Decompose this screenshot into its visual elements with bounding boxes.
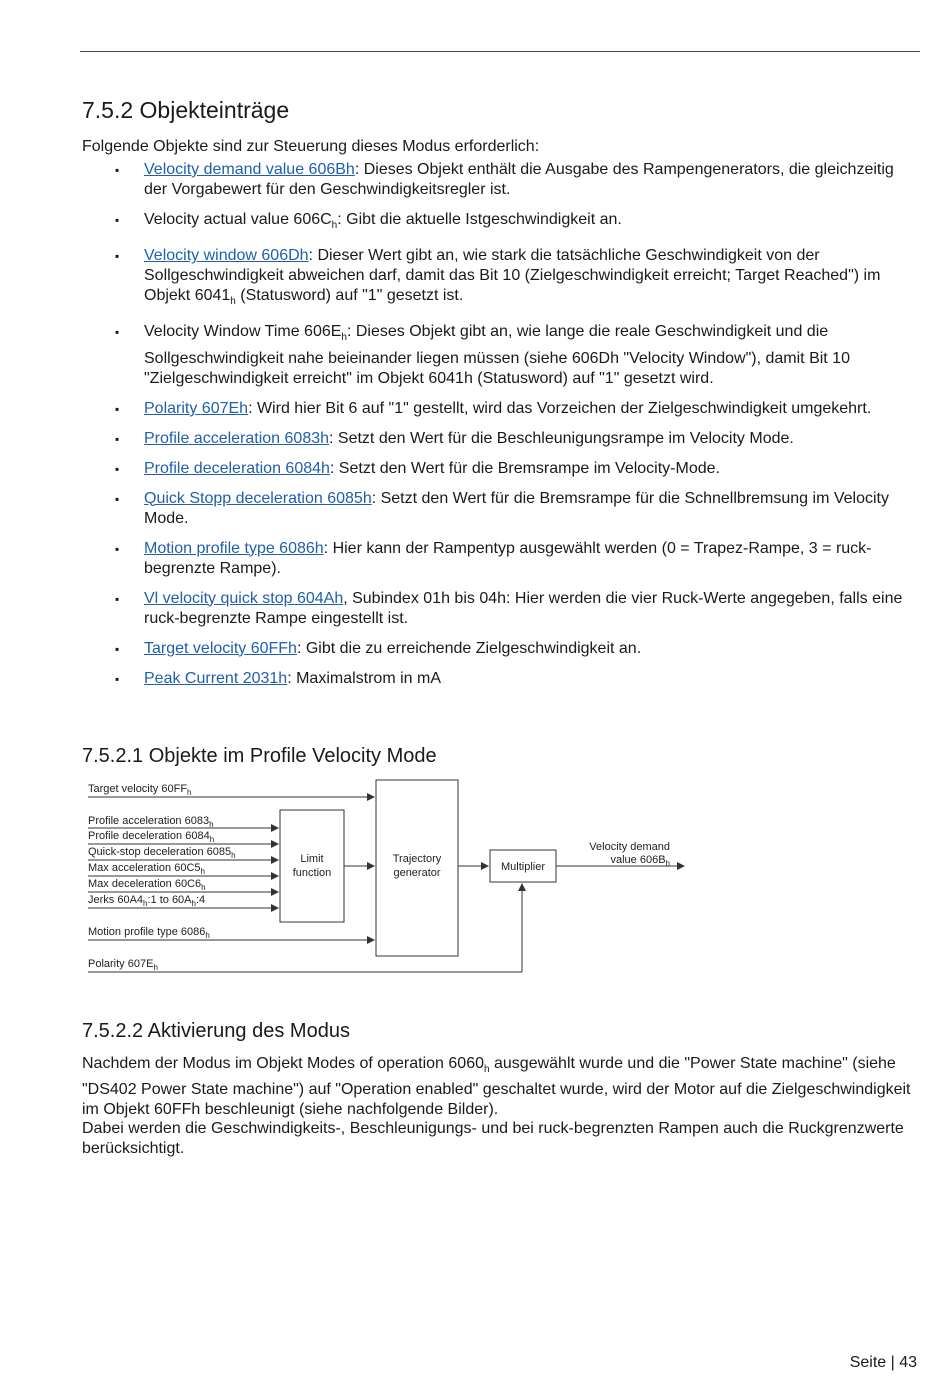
list-item: ▪ Motion profile type 6086h: Hier kann der Rampentyp ausgewählt werden (0 = Trapez-Rampe, 3 = ruck-begrenzte Rampe). bbox=[115, 539, 872, 577]
link-6086[interactable]: Motion profile type 6086h bbox=[144, 539, 324, 557]
section-heading: 7.5.2 Objekteinträge bbox=[82, 97, 290, 123]
header-rule bbox=[80, 51, 920, 52]
list-item: ▪ Velocity actual value $606C_h$: Gibt die aktuelle Istgeschwindigkeit an. bbox=[115, 211, 622, 232]
input-label-max-deceleration: Max deceleration $60C6_h$ bbox=[88, 878, 206, 892]
bullet-icon: ▪ bbox=[115, 431, 120, 446]
trajectory-generator-line1: Trajectory bbox=[392, 853, 442, 865]
page-number: Seite | 43 bbox=[849, 1354, 917, 1371]
bullet-icon: ▪ bbox=[115, 641, 120, 656]
activation-paragraph-2: Dabei werden die Geschwindigkeits-, Beschleunigungs- und bei ruck-begrenzten Rampen auch die Ruckgrenzwerte berücksichtigt. bbox=[82, 1120, 904, 1157]
list-item: ▪ Velocity Window Time $606E_h$: Dieses Objekt gibt an, wie lange die reale Geschwindigkeit und die Sollgeschwindigkeit nahe beieinander liegen müssen (siehe 606Dh "Velocity Window"), damit Bit 10 "Zielgeschwindigkeit erreicht" im Objekt 6041h (Statusword) auf "1" gesetzt wird. bbox=[115, 323, 850, 387]
input-label-profile-deceleration: Profile deceleration $6084_h$ bbox=[88, 830, 215, 844]
input-label-profile-acceleration: Profile acceleration $6083_h$ bbox=[88, 815, 214, 829]
link-6083[interactable]: Profile acceleration 6083h bbox=[144, 429, 330, 447]
subsection-heading-profile-velocity: 7.5.2.1 Objekte im Profile Velocity Mode bbox=[82, 745, 437, 767]
link-606b[interactable]: Velocity demand value 606Bh bbox=[144, 161, 355, 178]
link-607e[interactable]: Polarity 607Eh bbox=[144, 399, 249, 417]
link-604a[interactable]: Vl velocity quick stop 604Ah bbox=[144, 589, 344, 607]
intro-text: Folgende Objekte sind zur Steuerung dieses Modus erforderlich: bbox=[82, 138, 540, 155]
output-label-line1: Velocity demand bbox=[589, 841, 670, 853]
bullet-icon: ▪ bbox=[115, 249, 120, 264]
link-606d[interactable]: Velocity window 606Dh bbox=[144, 247, 309, 265]
bullet-icon: ▪ bbox=[115, 325, 120, 340]
list-item: ▪ Target velocity 60FFh: Gibt die zu erreichende Zielgeschwindigkeit an. bbox=[115, 639, 642, 657]
block-diagram bbox=[82, 776, 702, 976]
activation-paragraph-1: Nachdem der Modus im Objekt Modes of operation $6060_h$ ausgewählt wurde und die "Power State machine" (siehe "DS402 Power State machine") auf "Operation enabled" geschaltet wurde, wird der Motor auf die Zielgeschwindigkeit im Objekt 60FFh beschleunigt (siehe nachfolgende Bilder). bbox=[82, 1055, 911, 1119]
input-label-quick-stop-deceleration: Quick-stop deceleration $6085_h$ bbox=[88, 846, 236, 860]
list-item: ▪ Polarity 607Eh: Wird hier Bit 6 auf "1" gestellt, wird das Vorzeichen der Zielgeschwindigkeit umgekehrt. bbox=[115, 399, 872, 417]
object-list bbox=[0, 160, 950, 699]
bullet-icon: ▪ bbox=[115, 163, 120, 177]
input-label-motion-profile-type: Motion profile type $6086_h$ bbox=[88, 926, 210, 940]
link-60ff[interactable]: Target velocity 60FFh bbox=[144, 639, 297, 657]
bullet-icon: ▪ bbox=[115, 461, 120, 476]
list-item: ▪ Profile deceleration 6084h: Setzt den Wert für die Bremsrampe im Velocity-Mode. bbox=[115, 459, 720, 477]
bullet-icon: ▪ bbox=[115, 671, 120, 686]
output-label-line2: value $606B_h$ bbox=[610, 854, 670, 868]
bullet-icon: ▪ bbox=[115, 541, 120, 556]
link-6084[interactable]: Profile deceleration 6084h bbox=[144, 459, 330, 477]
list-item: ▪ Peak Current 2031h: Maximalstrom in mA bbox=[115, 669, 441, 687]
limit-function-box bbox=[280, 810, 344, 922]
list-item: ▪ Profile acceleration 6083h: Setzt den Wert für die Beschleunigungsrampe im Velocity Mode. bbox=[115, 429, 794, 447]
bullet-icon: ▪ bbox=[115, 213, 120, 227]
link-6085[interactable]: Quick Stopp deceleration 6085h bbox=[144, 489, 372, 507]
link-2031[interactable]: Peak Current 2031h bbox=[144, 669, 288, 687]
limit-function-line2: function bbox=[292, 867, 332, 879]
trajectory-generator-line2: generator bbox=[393, 867, 441, 879]
input-label-target-velocity: Target velocity $60FF_h$ bbox=[88, 783, 192, 797]
input-label-max-acceleration: Max acceleration $60C5_h$ bbox=[88, 862, 205, 876]
input-label-polarity: Polarity $607E_h$ bbox=[88, 958, 158, 972]
list-item: ▪ Quick Stopp deceleration 6085h: Setzt den Wert für die Bremsrampe für die Schnellbremsung im Velocity Mode. bbox=[115, 489, 889, 527]
bullet-icon: ▪ bbox=[115, 401, 120, 416]
limit-function-line1: Limit bbox=[300, 853, 324, 865]
list-item: ▪ Velocity window 606Dh: Dieser Wert gibt an, wie stark die tatsächliche Geschwindigkeit von der Sollgeschwindigkeit abweichen darf, damit das Bit 10 (Zielgeschwindigkeit erreicht; Target Reached") im Objekt $6041_h$ (Statusword) auf "1" gesetzt ist. bbox=[115, 247, 881, 308]
list-item: ▪ Velocity demand value 606Bh: Dieses Objekt enthält die Ausgabe des Rampengenerators, die gleichzeitig der Vorgabewert für den Geschwindigkeitsregler ist. bbox=[115, 161, 894, 198]
multiplier-label: Multiplier bbox=[500, 861, 546, 873]
list-item: ▪ Vl velocity quick stop 604Ah, Subindex 01h bis 04h: Hier werden die vier Ruck-Werte angegeben, falls eine ruck-begrenzte Rampe eingestellt ist. bbox=[115, 589, 903, 627]
block-diagram-svg bbox=[82, 776, 702, 976]
input-label-jerks: Jerks $60A4_h:1$ to $60A_h:4$ bbox=[88, 894, 206, 908]
subsection-heading-activation: 7.5.2.2 Aktivierung des Modus bbox=[82, 1020, 350, 1042]
bullet-icon: ▪ bbox=[115, 591, 120, 606]
bullet-icon: ▪ bbox=[115, 491, 120, 506]
